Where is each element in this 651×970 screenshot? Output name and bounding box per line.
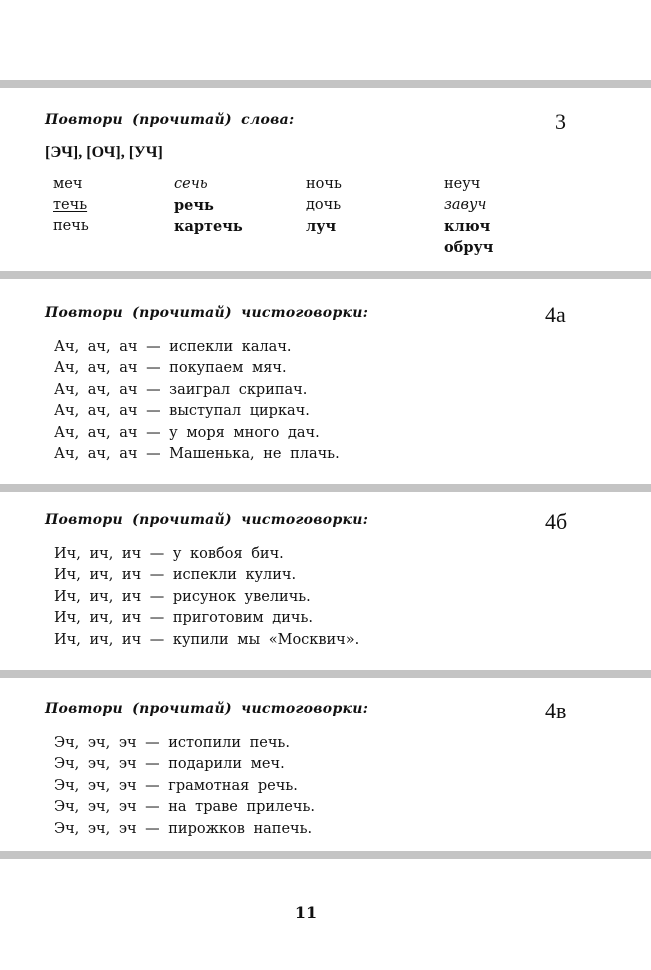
word: сечь: [174, 176, 208, 192]
section-4b-heading: Повтори (прочитай) чистоговорки:: [45, 512, 369, 528]
word: речь: [174, 197, 214, 214]
tongue-twister-line: Эч, эч, эч — подарили меч.: [54, 756, 285, 773]
word: картечь: [174, 218, 243, 235]
word: ключ: [444, 218, 491, 235]
section-divider: [0, 271, 651, 279]
tongue-twister-list: [54, 733, 315, 840]
word: печь: [53, 218, 89, 234]
word: дочь: [306, 197, 342, 213]
tongue-twister-line: Ич, ич, ич — испекли кулич.: [54, 567, 297, 584]
section-3-heading: Повтори (прочитай) слова:: [45, 112, 295, 128]
section-divider: [0, 80, 651, 88]
tongue-twister-line: Ач, ач, ач — выступал циркач.: [54, 403, 310, 420]
tongue-twister-line: Ач, ач, ач — у моря много дач.: [54, 424, 320, 441]
tongue-twister-line: Ич, ич, ич — приготовим дичь.: [54, 610, 313, 627]
sound-labels: [ЭЧ], [ОЧ], [УЧ]: [45, 144, 163, 161]
section-divider: [0, 851, 651, 859]
word: ночь: [306, 176, 342, 192]
tongue-twister-line: Эч, эч, эч — пирожков напечь.: [54, 820, 313, 837]
section-4a-number: 4а: [545, 302, 566, 327]
section-4v-heading: Повтори (прочитай) чистоговорки:: [45, 701, 369, 717]
page-number: 11: [294, 903, 318, 922]
word: неуч: [444, 176, 481, 192]
tongue-twister-line: Ич, ич, ич — у ковбоя бич.: [54, 546, 284, 562]
word: меч: [53, 176, 83, 192]
section-4b-number: 4б: [545, 509, 568, 534]
tongue-twister-line: Эч, эч, эч — на траве прилечь.: [54, 799, 315, 816]
word-table: [0, 174, 651, 264]
word: обруч: [444, 239, 494, 256]
word: завуч: [444, 197, 487, 213]
tongue-twister-line: Ич, ич, ич — рисунок увеличь.: [54, 588, 311, 605]
tongue-twister-line: Ач, ач, ач — покупаем мяч.: [54, 360, 287, 377]
tongue-twister-list: [54, 337, 340, 465]
word: луч: [306, 218, 337, 235]
tongue-twister-line: Ач, ач, ач — испекли калач.: [54, 339, 292, 355]
tongue-twister-list: [54, 544, 359, 651]
section-divider: [0, 484, 651, 492]
tongue-twister-line: Ач, ач, ач — Машенька, не плачь.: [54, 445, 340, 462]
section-4a-heading: Повтори (прочитай) чистоговорки:: [45, 305, 369, 321]
word: течь: [53, 197, 88, 213]
tongue-twister-line: Ач, ач, ач — заиграл скрипач.: [54, 381, 308, 398]
tongue-twister-line: Эч, эч, эч — грамотная речь.: [54, 777, 298, 794]
tongue-twister-line: Ич, ич, ич — купили мы «Москвич».: [54, 631, 360, 648]
section-divider: [0, 670, 651, 678]
section-4v-number: 4в: [545, 698, 567, 723]
section-3-number: 3: [555, 109, 566, 134]
tongue-twister-line: Эч, эч, эч — истопили печь.: [54, 735, 290, 751]
